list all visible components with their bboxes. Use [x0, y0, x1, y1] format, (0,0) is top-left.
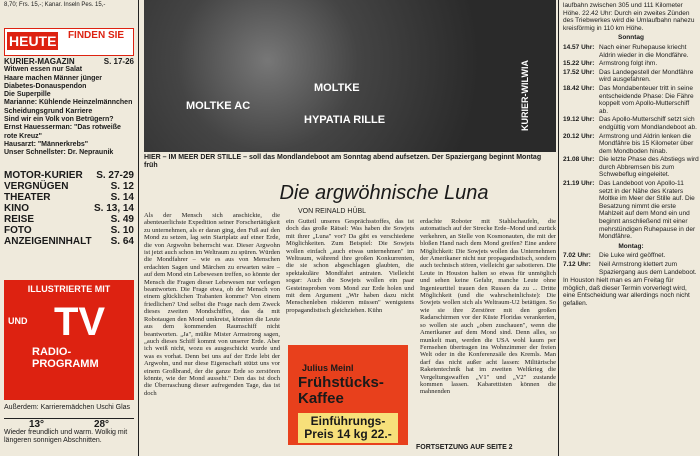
- article-col-1: Als der Mensch sich anschickte, die abenteuerlichste Expedition seiner Forschertätigkeit zu unternehmen, als er daran ging, den Fuß auf den Mond zu setzen, lag sein Startplatz auf einer Erde, die von Argwohn beherrscht war. Dieser Argwohn ist jetzt auch schon im Weltraum zu spüren. Würden die Mondfahrer – wie es aus von Menschen erdachten Sagen und Märchen zu erwarten wäre – auf dem Mond ein Lebewesen treffen, so könnte der Mensch die Fragen dieser Lebewesen nur verlegen beantworten. Die Frage etwa, ob der Mensch von einem glücklichen Trabanten komme? Von einem friedlichen? Und selbst die Frage nach dem Zweck dieses zweiten Mondschiffes, das da mit Robotaugen den Mond umkreist, könnten die Leute aus dem kommenden Raumschiff nicht beantworten. „Ja", müßte Mister Armstrong sagen, „auch dieses Schiff kommt von unserer Erde. Aber ich weiß nicht, wozu es ausgeschickt wurde und was es vorhat. Denn bei uns auf der Erde lebt der Argwohn, und nur diese Eigenschaft stützt uns vor einem Großbrand, der die ganze Erde so zerstören könnte, wie der Mond ausseht." Den das ist doch die Überraschung dieser aufregenden Tage, das ist doch: [144, 212, 280, 397]
- magazin-item: Hausarzt: "Männerkrebs": [4, 140, 89, 148]
- tv-und: UND: [8, 316, 28, 326]
- ad-price: Einführungs-Preis 14 kg 22.-: [298, 413, 398, 443]
- timeline-day: Montag:: [618, 242, 644, 250]
- timeline-column: [558, 0, 700, 456]
- article-headline: Die argwöhnische Luna: [279, 182, 489, 204]
- photo-label: MOLTKE: [314, 82, 360, 94]
- tv-big-label: TV: [54, 300, 106, 344]
- index-row: FOTO S. 10: [4, 225, 134, 236]
- ausserdem-note: Außerdem: Karrieremädchen Uschi Glas: [4, 404, 131, 411]
- heute-banner: [4, 28, 134, 56]
- timeline-day: Sonntag: [618, 34, 644, 42]
- index-row: KINO S. 13, 14: [4, 203, 134, 214]
- article-byline: VON REINALD HÜBL: [298, 208, 367, 215]
- photo-label: HYPATIA RILLE: [304, 114, 386, 126]
- continued-note: FORTSETZUNG AUF SEITE 2: [416, 444, 513, 451]
- timeline-entry: 21.08 Uhr: Die letzte Phase des Abstiegs wird durch Abbremsen bis zum Schwebeflug eingeleitet.: [563, 156, 699, 179]
- magazin-item: Haare machen Männer jünger: [4, 74, 103, 82]
- timeline: [563, 2, 699, 308]
- magazin-item: Diabetes-Donauspendon: [4, 82, 87, 90]
- timeline-entry: 14.57 Uhr: Nach einer Ruhepause kriecht Aldrin wieder in die Mondfähre.: [563, 43, 689, 59]
- article-col-3: erdachte Roboter mit Stahlschaufeln, die automatisch auf der Strecke Erde–Mond und zurück verkehren, an Stelle von Kosmonauten, die mit der bloßen Hand nach dem Mond greifen? Eine andere Möglichkeit: Die Sowjets wollen das Unternehmen der Amerikaner nicht nur propagandistisch, sondern auch technisch stören, vielleicht gar sabotieren. Die Leute in Houston halten so etwas für unmöglich und sehen keine Gefahr, manche Leute ohne Ingenieurtitel trauen den Russen da zu ... Dritte Möglichkeit (und die wahrscheinlichste): Die Sowjets wollen sich als Weltraum-U2 betätigen. So wie sie ihre Zerstörer mit den großen Radarschirmen vor der Küste Floridas verankerten, so wollen sie auch „oben zuschauen", wenn die Amerikaner auf dem Mond sind. Denn alles, so munkelt man, werden die USA wohl kaum per Fernsehen übertragen ins Wohnzimmer der freien Welt oder in die Konferenzsäle des Kremls. Man darf das nicht außer acht lassen: Militärische Raketentechnik hat im zweiten Weltkrieg die Vergeltungswaffen „V1" und „V2" zustande kommen lassen. Kabarettisten können die mahnenden: [420, 218, 556, 396]
- main-column: [138, 0, 558, 456]
- left-column: [0, 0, 139, 456]
- photo-label: MOLTKE AC: [186, 100, 251, 112]
- magazin-item: Sind wir ein Volk von Betrügern?: [4, 116, 114, 124]
- finden-sie-label: FINDEN SIE: [67, 30, 125, 41]
- timeline-entry: 17.52 Uhr: Das Landegestell der Mondfähre wird ausgefahren.: [563, 68, 694, 84]
- tv-supplement-box: [4, 280, 134, 400]
- magazin-item: Ernst Hauesserman: "Das rotweiße rote Kreuz": [4, 124, 121, 140]
- photo-caption: HIER – IM MEER DER STILLE – soll das Mondlandeboot am Sonntag abend aufsetzen. Der Spaziergang beginnt Montag früh: [144, 154, 542, 169]
- magazin-item: Witwen essen nur Salat: [4, 66, 83, 74]
- index-row: REISE S. 49: [4, 214, 134, 225]
- magazin-item: Scheidungsgrund Karriere: [4, 107, 93, 115]
- coffee-ad: [288, 345, 408, 445]
- timeline-entry: 19.12 Uhr: Das Apollo-Mutterschiff setzt sich endgültig vom Mondlandeboot ab.: [563, 116, 697, 131]
- radio-programm-label: RADIO-PROGRAMM: [32, 346, 99, 370]
- ad-product: Frühstücks-Kaffee: [298, 374, 384, 407]
- timeline-intro: laufbahn zwischen 305 und 111 Kilometer Höhe. 22.42 Uhr: Durch ein zweites Zünden des Triebwerkes wird die Umlaufbahn nahezu kreisförmig in 110 km Höhe.: [563, 2, 695, 32]
- ad-brand: Julius Meinl: [302, 363, 354, 373]
- index-row: VERGNÜGEN S. 12: [4, 181, 134, 192]
- timeline-outro: In Houston hielt man es am Freitag für möglich, daß dieser Termin vorverlegt wird, eine Entscheidung war allerdings noch nicht gefallen.: [563, 277, 690, 307]
- timeline-entry: 15.22 Uhr: Armstrong folgt ihm.: [563, 60, 658, 68]
- article-col-2: ein Gutteil unseres Gesprächsstoffes, das ist doch das große Rätsel: Was haben die Sowjets mit ihrer „Luna" vor? Da gibt es verschiedene Möglichkeiten. Zum Beispiel: Die Sowjets wollen einfach „auch etwas unternehmen" im Weltraum, während ihre großen Konkurrenten, die sie schon abgeschlagen glaubten, die spektakuläre Mondfahrt antraten. Vielleicht sogar: Auch die Sowjets wollen ein paar Gesteinsproben vom Mond zur Erde holen und mit dem Argument „Wir haben dazu nicht Menschenleben riskieren müssen" wenigstens propagandistisch gleichziehen. Kühn: [286, 218, 414, 314]
- timeline-entry: 7.02 Uhr: Die Luke wird geöffnet.: [563, 252, 666, 260]
- timeline-entry: 20.12 Uhr: Armstrong und Aldrin lenken die Mondfähre bis 15 Kilometer über dem Mondboden hinab.: [563, 132, 694, 155]
- timeline-entry: 7.12 Uhr: Neil Armstrong klettert zum Spaziergang aus dem Landeboot.: [563, 261, 697, 276]
- temp-low: 13°: [28, 419, 45, 430]
- magazin-item: Marianne: Kühlende Heinzelmännchen: [4, 99, 133, 107]
- moon-photo: [144, 0, 556, 152]
- index-row: THEATER S. 14: [4, 192, 134, 203]
- magazin-head: KURIER-MAGAZIN S. 17-26: [4, 57, 134, 66]
- section-index: [4, 170, 134, 247]
- magazin-toc: [4, 58, 134, 158]
- index-row: ANZEIGENINHALT S. 64: [4, 236, 134, 247]
- price-strip: 8,70; Frs. 15,-; Kanar. Inseln Pes. 15,-: [4, 2, 106, 8]
- magazin-item: Die Superpille: [4, 91, 51, 99]
- timeline-entry: 21.19 Uhr: Das Landeboot von Apollo-11 setzt in der Nähe des Kraters Moltke im Meer der Stille auf. Die Besatzung nimmt die erste Mahlzeit auf dem Mond ein und beginnt anschließend mit einer mehrstündigen Ruhepause in der Mondfähre.: [563, 180, 696, 241]
- weather-text: Wieder freundlich und warm. Wolkig mit längeren sonnigen Abschnitten.: [4, 429, 128, 444]
- temp-high: 28°: [93, 419, 110, 430]
- index-row: MOTOR-KURIER S. 27-29: [4, 170, 134, 181]
- photo-credit: KURIER-WILWIA: [520, 60, 530, 131]
- magazin-item: Unser Schnellster: Dr. Nepraunik: [4, 149, 114, 157]
- timeline-entry: 18.42 Uhr: Das Mondabenteuer tritt in seine entscheidende Phase: Die Fähre koppelt vom Apollo-Mutterschiff ab.: [563, 84, 694, 115]
- tv-supplement-title: ILLUSTRIERTE MIT: [27, 284, 111, 294]
- heute-label: HEUTE: [9, 33, 57, 49]
- weather-box: [4, 418, 134, 445]
